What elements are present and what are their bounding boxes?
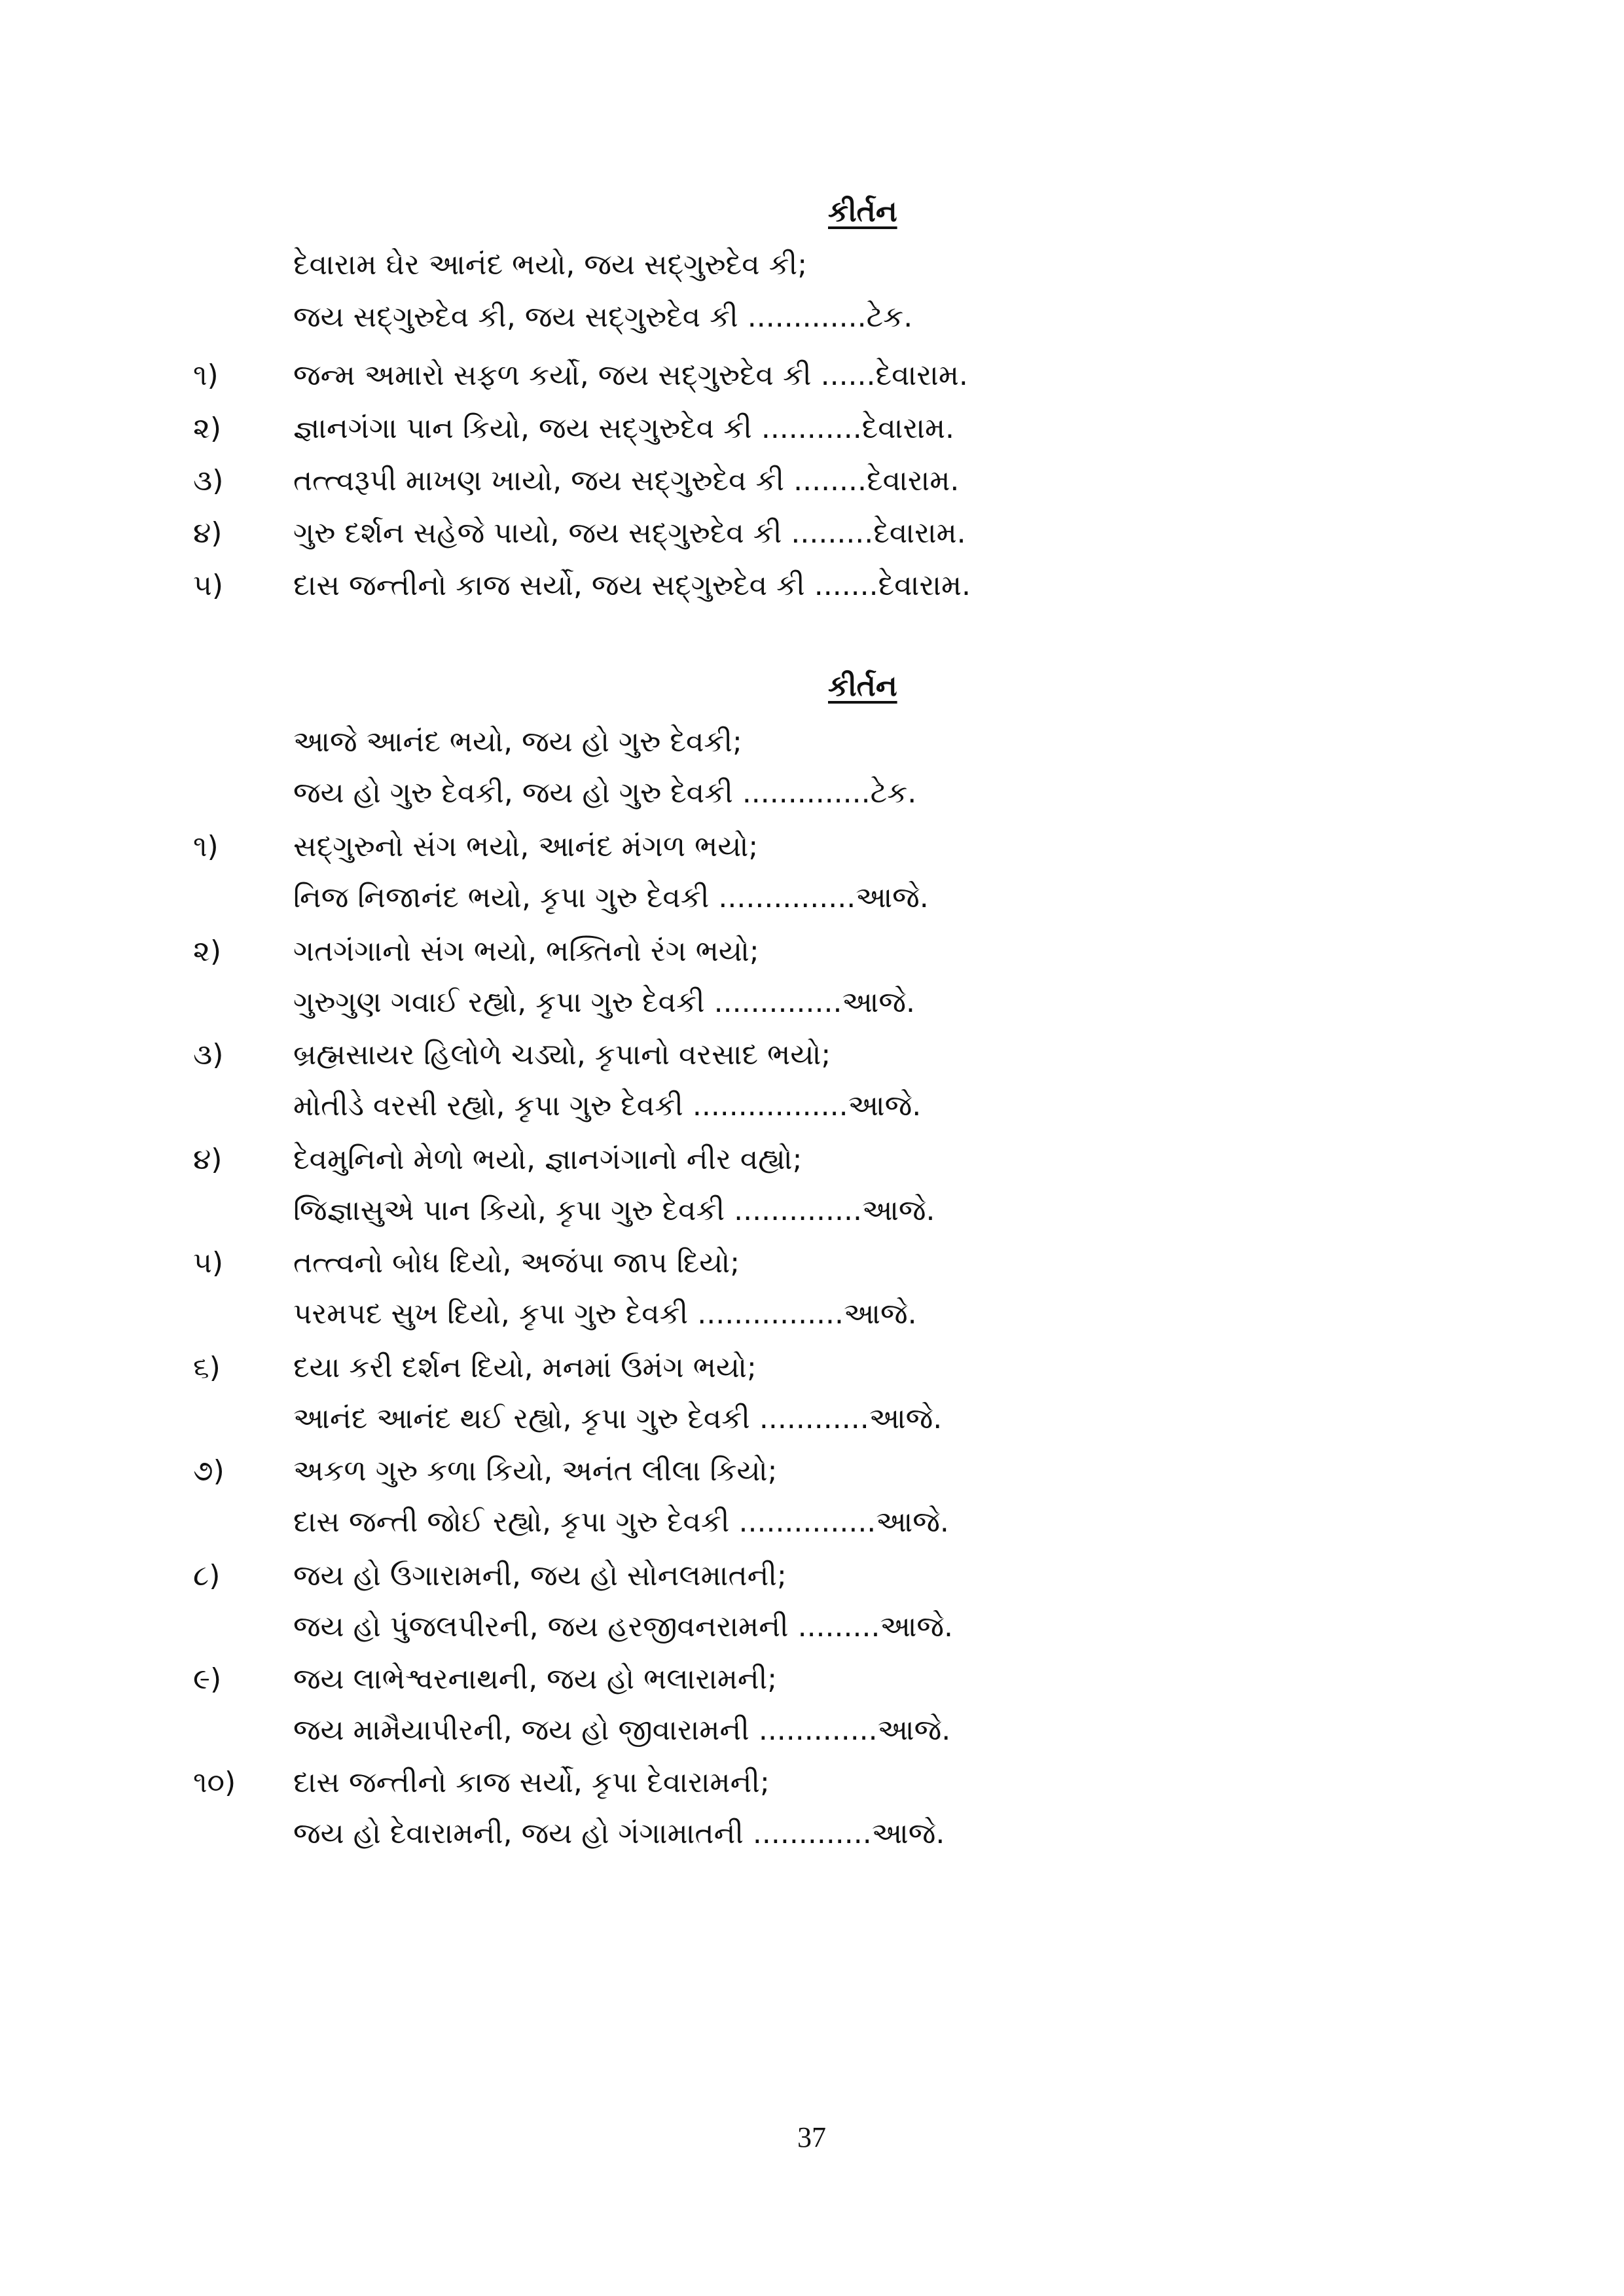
section-2-verse-5-number: ૫)	[193, 1246, 224, 1280]
section-2-verse-2-number: ૨)	[193, 935, 221, 968]
section-1-verse-5-number: ૫)	[193, 569, 224, 602]
section-1-heading: કીર્તન	[828, 195, 897, 228]
section-1-verse-4-number: ૪)	[193, 516, 223, 550]
section-2-verse-10-number: ૧૦)	[193, 1766, 236, 1799]
section-2-verse-6-number: ૬)	[193, 1351, 221, 1384]
section-1-verse-3-line-1: તત્ત્વરૂપી માખણ ખાયો, જય સદ્ગુરુદેવ કી ........દેવારામ.	[293, 464, 960, 497]
section-2-verse-5-line-2: પરમપદ સુખ દિયો, કૃપા ગુરુ દેવકી ................આજે.	[293, 1297, 917, 1331]
section-2-verse-3-number: ૩)	[193, 1038, 224, 1071]
section-1-verse-1-line-1: જન્મ અમારો સફળ કર્યો, જય સદ્ગુરુદેવ કી ......દેવારામ.	[293, 359, 968, 392]
page-number: 37	[797, 2121, 826, 2153]
section-2-verse-3-line-1: બ્રહ્મસાયર હિલોળે ચડ્યો, કૃપાનો વરસાદ ભયો;	[293, 1038, 831, 1071]
section-1-intro-line-2: જય સદ્ગુરુદેવ કી, જય સદ્ગુરુદેવ કી .............ટેક.	[293, 300, 913, 334]
section-2-verse-8-line-2: જય હો પુંજલપીરની, જય હરજીવનરામની .........આજે.	[293, 1610, 954, 1643]
section-2-verse-10-line-1: દાસ જન્તીનો કાજ સર્યો, કૃપા દેવારામની;	[293, 1766, 770, 1799]
section-2-verse-7-line-2: દાસ જન્તી જોઈ રહ્યો, કૃપા ગુરુ દેવકી ...............આજે.	[293, 1505, 949, 1539]
section-2-intro-line-1: આજે આનંદ ભયો, જય હો ગુરુ દેવકી;	[293, 725, 742, 759]
section-2-verse-7-number: ૭)	[193, 1454, 225, 1488]
section-1-verse-1-number: ૧)	[193, 359, 219, 392]
section-1-intro-line-1: દેવારામ ઘેર આનંદ ભયો, જય સદ્ગુરુદેવ કી;	[293, 248, 808, 281]
section-1-verse-2-number: ૨)	[193, 412, 221, 445]
section-2-verse-9-line-2: જય મામૈયાપીરની, જય હો જીવારામની .............આજે.	[293, 1713, 951, 1747]
section-2-verse-8-line-1: જય હો ઉગારામની, જય હો સોનલમાતની;	[293, 1559, 787, 1592]
section-2-verse-4-number: ૪)	[193, 1143, 223, 1176]
section-2-verse-1-number: ૧)	[193, 830, 219, 863]
section-1-verse-4-line-1: ગુરુ દર્શન સહેજે પાયો, જય સદ્ગુરુદેવ કી .........દેવારામ.	[293, 516, 966, 550]
section-2-verse-4-line-1: દેવમુનિનો મેળો ભયો, જ્ઞાનગંગાનો નીર વહ્યો;	[293, 1143, 803, 1176]
section-2-verse-6-line-1: દયા કરી દર્શન દિયો, મનમાં ઉમંગ ભયો;	[293, 1351, 757, 1384]
section-2-verse-1-line-1: સદ્ગુરુનો સંગ ભયો, આનંદ મંગળ ભયો;	[293, 830, 759, 863]
section-2-verse-6-line-2: આનંદ આનંદ થઈ રહ્યો, કૃપા ગુરુ દેવકી ............આજે.	[293, 1402, 943, 1435]
section-1-verse-2-line-1: જ્ઞાનગંગા પાન કિયો, જય સદ્ગુરુદેવ કી ...........દેવારામ.	[293, 412, 955, 445]
section-1-verse-3-number: ૩)	[193, 464, 224, 497]
section-2-verse-2-line-2: ગુરુગુણ ગવાઈ રહ્યો, કૃપા ગુરુ દેવકી ..............આજે.	[293, 986, 916, 1019]
section-2-verse-1-line-2: નિજ નિજાનંદ ભયો, કૃપા ગુરુ દેવકી ...............આજે.	[293, 881, 929, 914]
section-2-verse-3-line-2: મોતીડે વરસી રહ્યો, કૃપા ગુરુ દેવકી .................આજે.	[293, 1089, 922, 1122]
section-2-verse-4-line-2: જિજ્ઞાસુએ પાન કિયો, કૃપા ગુરુ દેવકી ..............આજે.	[293, 1194, 935, 1227]
section-1-verse-5-line-1: દાસ જન્તીનો કાજ સર્યો, જય સદ્ગુરુદેવ કી .......દેવારામ.	[293, 569, 971, 602]
section-2-verse-5-line-1: તત્ત્વનો બોધ દિયો, અજંપા જાપ દિયો;	[293, 1246, 740, 1280]
section-2-verse-9-line-1: જય લાભેશ્વરનાથની, જય હો ભલારામની;	[293, 1662, 778, 1696]
section-2-verse-7-line-1: અકળ ગુરુ કળા કિયો, અનંત લીલા કિયો;	[293, 1454, 778, 1488]
section-2-verse-10-line-2: જય હો દેવારામની, જય હો ગંગામાતની .............આજે.	[293, 1817, 945, 1850]
section-2-verse-8-number: ૮)	[193, 1559, 221, 1592]
section-2-verse-9-number: ૯)	[193, 1662, 222, 1696]
section-2-intro-line-2: જય હો ગુરુ દેવકી, જય હો ગુરુ દેવકી ..............ટેક.	[293, 776, 917, 810]
section-2-verse-2-line-1: ગતગંગાનો સંગ ભયો, ભક્તિનો રંગ ભયો;	[293, 935, 759, 968]
section-2-heading: કીર્તન	[828, 670, 897, 703]
